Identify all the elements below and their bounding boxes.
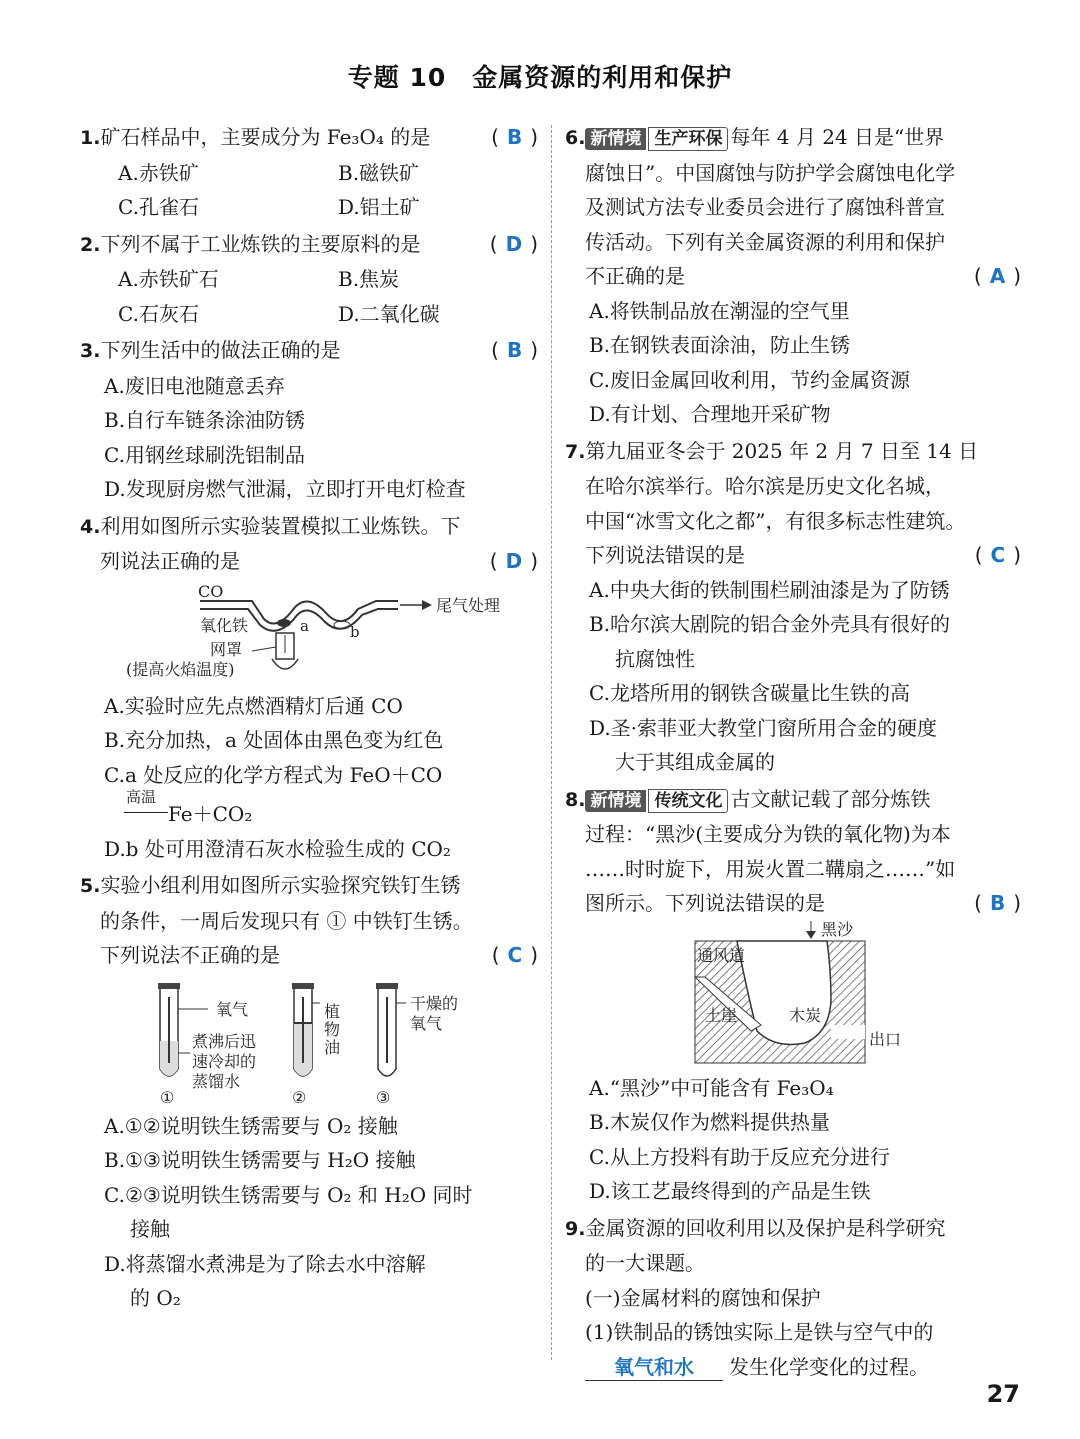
option-b-cont: 抗腐蚀性: [615, 646, 695, 671]
answer-box: ( B ): [974, 891, 1021, 915]
option-b: B.在钢铁表面涂油，防止生锈: [589, 333, 851, 357]
option-b: B.木炭仅作为燃料提供热量: [589, 1110, 831, 1134]
options: [80, 156, 542, 225]
option-c: C.a 处反应的化学方程式为 FeO＋CO: [104, 762, 443, 787]
furnace-diagram: [565, 921, 1025, 1071]
exit-label: 出口: [869, 1029, 902, 1049]
question-stem: 列说法正确的是: [100, 549, 240, 573]
cliff-label: 土崖: [705, 1005, 738, 1025]
question-number: 1.: [80, 127, 101, 149]
option-d: D.有计划、合理地开采矿物: [589, 402, 831, 426]
question-stem: 下列生活中的做法正确的是: [100, 338, 341, 362]
topic-tag: 生产环保: [648, 127, 728, 151]
charcoal-label: 木炭: [789, 1005, 822, 1025]
question-stem: 传活动。下列有关金属资源的利用和保护: [585, 229, 945, 254]
option-d: D.发现厨房燃气泄漏，立即打开电灯检查: [104, 477, 466, 501]
answer: C: [990, 543, 1006, 567]
question-stem: 利用如图所示实验装置模拟工业炼铁。下: [100, 513, 461, 538]
equation-products: Fe＋CO₂: [168, 802, 253, 826]
vent-label: 通风道: [697, 945, 746, 965]
answer: B: [989, 891, 1006, 915]
tube-3-label: ③: [376, 1087, 391, 1107]
question-number: 9.: [565, 1217, 586, 1240]
test-tubes-diagram: [80, 973, 540, 1109]
option-d-cont: 大于其组成金属的: [615, 750, 775, 774]
option-b: B.哈尔滨大剧院的铝合金外壳具有很好的: [589, 612, 951, 636]
question-number: 3.: [80, 340, 101, 362]
question-stem: 及测试方法专业委员会进行了腐蚀科普宣: [585, 195, 945, 219]
question-stem: 中国“冰雪文化之都”，有很多标志性建筑。: [585, 508, 966, 533]
question-number: 5.: [80, 875, 101, 897]
net-note: (提高火焰温度): [126, 659, 235, 679]
option-b: B.①③说明铁生锈需要与 H₂O 接触: [104, 1148, 416, 1172]
answer: B: [506, 125, 523, 149]
question-stem: 不正确的是: [585, 264, 685, 288]
page-number: 27: [986, 1380, 1020, 1408]
option-c: C.②③说明铁生锈需要与 O₂ 和 H₂O 同时: [104, 1182, 473, 1207]
net-label: 网罩: [210, 639, 243, 659]
question-stem: 实验小组利用如图所示实验探究铁钉生锈: [100, 873, 461, 897]
question-1: [80, 120, 542, 225]
answer-box: ( D ): [489, 549, 538, 573]
boiled-water-label: 速冷却的: [192, 1051, 257, 1071]
option-a: A.赤铁矿: [118, 160, 199, 185]
iron-oxide-label: 氧化铁: [200, 615, 249, 635]
new-context-tag: 新情境: [585, 128, 646, 150]
question-stem: ……时时旋下，用炭火置二鞲扇之……”如: [585, 856, 956, 881]
option-a: A.①②说明铁生锈需要与 O₂ 接触: [104, 1113, 398, 1138]
option-d: D.圣·索菲亚大教堂门窗所用合金的硬度: [589, 715, 938, 740]
question-stem: 下列说法不正确的是: [100, 943, 280, 967]
option-a: A.赤铁矿石: [118, 267, 219, 291]
question-stem: 古文献记载了部分炼铁: [730, 786, 931, 811]
exhaust-label: 尾气处理: [436, 595, 501, 615]
question-number: 2.: [80, 233, 101, 256]
boiled-water-label: 蒸馏水: [192, 1071, 241, 1091]
oxygen-label: 氧气: [216, 999, 249, 1019]
answer-box: ( C ): [974, 543, 1021, 567]
option-d: D.将蒸馏水煮沸是为了除去水中溶解: [104, 1251, 426, 1276]
right-column: [565, 120, 1025, 1386]
question-stem: 金属资源的回收利用以及保护是科学研究: [585, 1215, 946, 1240]
question-3: [80, 333, 542, 507]
option-d: D.b 处可用澄清石灰水检验生成的 CO₂: [104, 836, 451, 861]
reaction-condition: 高温: [126, 788, 157, 806]
question-9: [565, 1211, 1025, 1385]
dry-oxygen-label: 氧气: [410, 1013, 443, 1033]
question-number: 8.: [565, 788, 586, 811]
apparatus-diagram: [80, 579, 540, 689]
answer: B: [506, 338, 523, 362]
question-7: [565, 434, 1025, 780]
answer: D: [505, 549, 523, 573]
label-b: b: [350, 622, 360, 641]
furnace-figure: [565, 921, 1025, 1071]
option-d: D.铝土矿: [338, 195, 420, 219]
tube-2-label: ②: [292, 1087, 307, 1107]
question-number: 6.: [565, 127, 586, 149]
option-d-cont: 的 O₂: [130, 1286, 181, 1310]
question-stem: 下列不属于工业炼铁的主要原料的是: [100, 231, 421, 256]
sub-question-1-cont: 发生化学变化的过程。: [729, 1354, 929, 1379]
new-context-tag: 新情境: [585, 790, 646, 812]
subsection-title: (一)金属材料的腐蚀和保护: [585, 1285, 821, 1310]
option-a: A.“黑沙”中可能含有 Fe₃O₄: [589, 1075, 834, 1100]
question-stem: 腐蚀日”。中国腐蚀与防护学会腐蚀电化学: [585, 160, 956, 185]
co-label: CO: [198, 581, 224, 601]
option-c-equation: [80, 788, 542, 832]
page-title: 专题 10 金属资源的利用和保护: [347, 63, 733, 92]
black-sand-label: 黑沙: [821, 920, 854, 939]
tube-1-label: ①: [160, 1087, 175, 1107]
option-c: C.石灰石: [118, 301, 199, 326]
question-stem: 在哈尔滨举行。哈尔滨是历史文化名城，: [585, 474, 945, 498]
option-b: B.自行车链条涂油防锈: [104, 408, 306, 432]
label-a: a: [300, 616, 309, 635]
option-d: D.二氧化碳: [338, 301, 440, 326]
option-a: A.实验时应先点燃酒精灯后通 CO: [104, 693, 403, 718]
answer-box: ( B ): [491, 125, 538, 149]
answer: C: [507, 943, 523, 967]
answer-box: ( D ): [489, 231, 538, 256]
option-c: C.用钢丝球刷洗铝制品: [104, 442, 305, 467]
oil-label: 物: [324, 1019, 341, 1039]
oil-label: 植: [324, 1001, 341, 1021]
sub-question-1: (1)铁制品的锈蚀实际上是铁与空气中的: [585, 1320, 934, 1344]
question-2: [80, 227, 542, 332]
question-stem: 过程：“黑沙(主要成分为铁的氧化物)为本: [585, 822, 951, 846]
question-4: [80, 509, 542, 867]
question-stem: 每年 4 月 24 日是“世界: [730, 125, 945, 149]
option-c-cont: 接触: [130, 1217, 170, 1241]
question-stem: 图所示。下列说法错误的是: [585, 891, 825, 915]
question-6: [565, 120, 1025, 432]
option-c: C.废旧金属回收利用，节约金属资源: [589, 367, 910, 392]
answer-box: ( A ): [973, 264, 1021, 288]
oil-label: 油: [324, 1037, 341, 1057]
rust-experiment-figure: [80, 973, 542, 1109]
answer: D: [505, 231, 523, 256]
ironmaking-apparatus-figure: [80, 579, 542, 689]
dry-oxygen-label: 干燥的: [410, 993, 459, 1013]
topic-tag: 传统文化: [648, 789, 728, 813]
option-c: C.孔雀石: [118, 195, 199, 219]
option-a: A.废旧电池随意丢弃: [104, 373, 285, 398]
option-b: B.磁铁矿: [338, 160, 420, 185]
question-stem: 下列说法错误的是: [585, 543, 745, 567]
boiled-water-label: 煮沸后迅: [192, 1031, 257, 1051]
option-d: D.该工艺最终得到的产品是生铁: [589, 1179, 871, 1203]
answer: A: [989, 264, 1006, 288]
question-stem: 的条件，一周后发现只有 ① 中铁钉生锈。: [100, 908, 473, 933]
option-c: C.龙塔所用的钢铁含碳量比生铁的高: [589, 681, 910, 705]
question-8: [565, 782, 1025, 1209]
option-b: B.充分加热，a 处固体由黑色变为红色: [104, 728, 444, 752]
option-a: A.中央大街的铁制围栏刷油漆是为了防锈: [589, 577, 950, 602]
answer-box: ( C ): [491, 943, 538, 967]
question-number: 4.: [80, 515, 101, 538]
question-5: [80, 868, 542, 1316]
question-number: 7.: [565, 440, 586, 463]
left-column: [80, 120, 542, 1318]
answer-blank[interactable]: 氧气和水: [585, 1354, 723, 1381]
option-c: C.从上方投料有助于反应充分进行: [589, 1144, 890, 1169]
options: [80, 262, 542, 331]
option-a: A.将铁制品放在潮湿的空气里: [589, 298, 850, 323]
question-stem: 的一大课题。: [585, 1251, 705, 1275]
question-stem: 第九届亚冬会于 2025 年 2 月 7 日至 14 日: [585, 438, 979, 463]
option-b: B.焦炭: [338, 267, 400, 291]
answer-box: ( B ): [491, 338, 538, 362]
question-stem: 矿石样品中，主要成分为 Fe₃O₄ 的是: [100, 125, 431, 149]
